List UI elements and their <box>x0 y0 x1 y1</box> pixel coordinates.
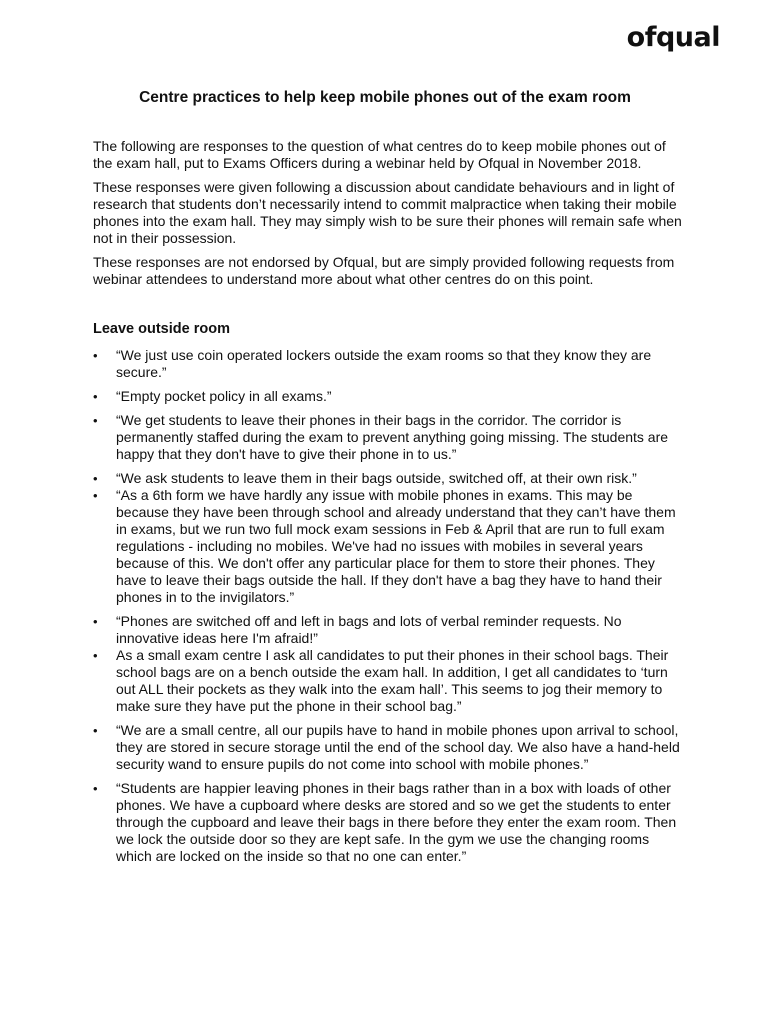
intro-paragraph: These responses were given following a discussion about candidate behaviours and in light of research that students don’t necessarily intend to commit malpractice when taking their mobile phones into the exam hall. They may simply wish to be sure their phones will remain safe when not in their possession. <box>93 179 682 246</box>
list-item: • “We are a small centre, all our pupils have to hand in mobile phones upon arrival to school, they are stored in secure storage until the end of the school day. We also have a hand-held security wand to ensure pupils do not come into school with mobile phones.” <box>93 722 683 773</box>
section-heading: Leave outside room <box>93 321 230 337</box>
page-title: Centre practices to help keep mobile phones out of the exam room <box>139 89 631 106</box>
document-body <box>93 138 683 872</box>
list-item: • “We ask students to leave them in their bags outside, switched off, at their own risk.” <box>93 470 683 487</box>
list-item: • As a small exam centre I ask all candidates to put their phones in their school bags. Their school bags are on a bench outside the exam hall. In addition, I get all candidates to ‘turn out ALL their pockets as they walk into the exam hall’. This seems to jog their memory to make sure they have put the phone in their school bag.” <box>93 647 683 715</box>
intro-paragraph: These responses are not endorsed by Ofqual, but are simply provided following requests from webinar attendees to understand more about what other centres do on this point. <box>93 254 675 287</box>
intro-paragraph: The following are responses to the question of what centres do to keep mobile phones out of the exam hall, put to Exams Officers during a webinar held by Ofqual in November 2018. <box>93 138 666 171</box>
list-item: • “Phones are switched off and left in bags and lots of verbal reminder requests. No innovative ideas here I'm afraid!” <box>93 613 683 647</box>
ofqual-logo: ofqual <box>626 22 720 53</box>
list-item: • “As a 6th form we have hardly any issue with mobile phones in exams. This may be because they have been through school and already understand that they can’t have them in exams, but we run two full mock exam sessions in Feb & April that are run to full exam regulations - including no mobiles. We've had no issues with mobiles in several years because of this. We don't offer any particular place for them to store their phones. They have to leave their bags outside the hall. If they don't have a bag they have to hand their phones in to the invigilators.” <box>93 487 683 606</box>
list-item: • “Students are happier leaving phones in their bags rather than in a box with loads of other phones. We have a cupboard where desks are stored and so we get the students to enter through the cupboard and leave their bags in there before they enter the exam room. Then we lock the outside door so they are kept safe. In the gym we use the changing rooms which are locked on the inside so that no one can enter.” <box>93 780 683 865</box>
response-list <box>93 347 683 865</box>
list-item: • “Empty pocket policy in all exams.” <box>93 388 683 405</box>
list-item: • “We just use coin operated lockers outside the exam rooms so that they know they are secure.” <box>93 347 683 381</box>
list-item: • “We get students to leave their phones in their bags in the corridor. The corridor is permanently staffed during the exam to prevent anything going missing. The students are happy that they don't have to give their phone in to us.” <box>93 412 683 463</box>
